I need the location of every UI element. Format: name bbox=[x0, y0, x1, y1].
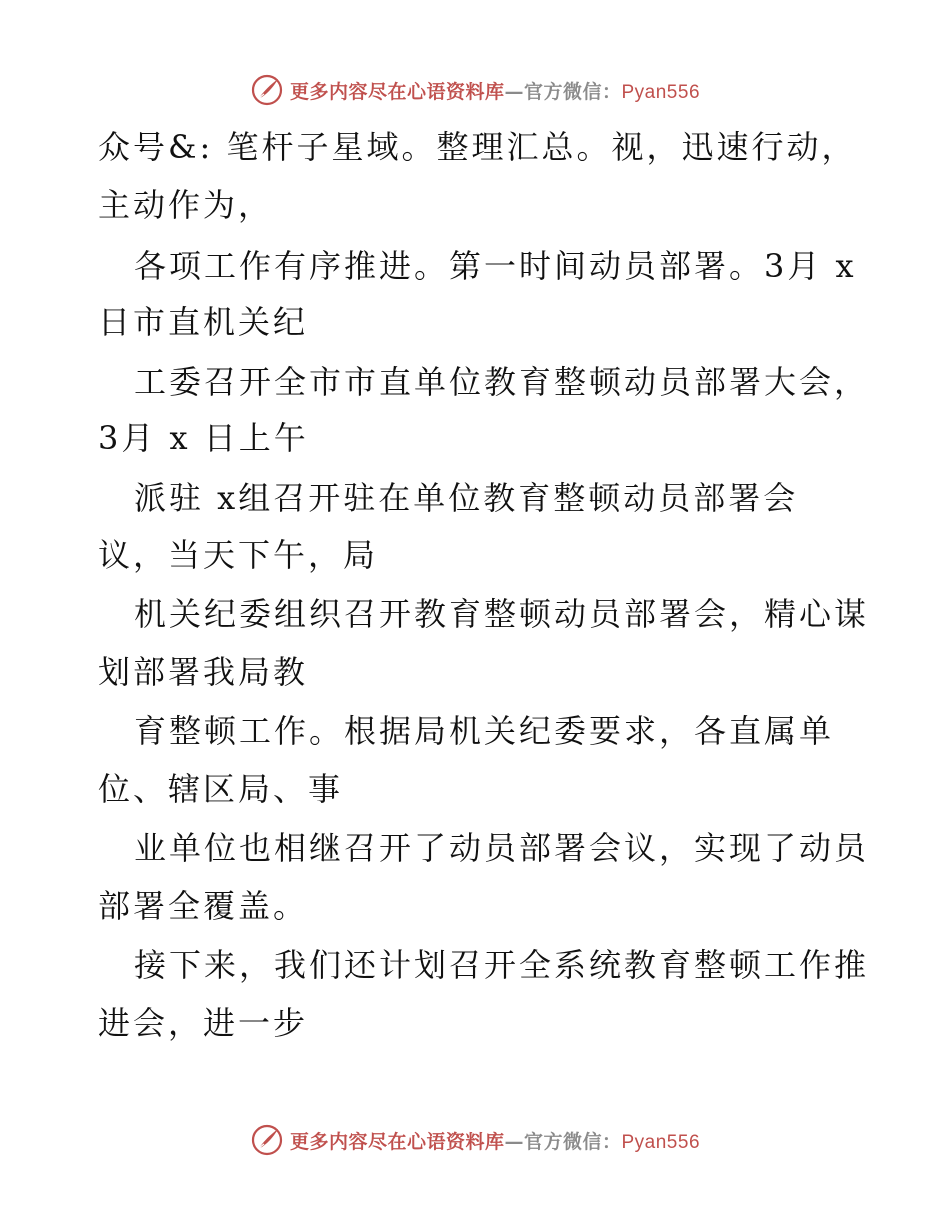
watermark-text bbox=[290, 77, 700, 104]
watermark-wechat-id: Pyan556 bbox=[621, 81, 701, 103]
body-line: 划部署我局教 bbox=[98, 653, 309, 691]
watermark-wechat-label: 官方微信： bbox=[523, 1130, 622, 1153]
body-line: 派驻 x组召开驻在单位教育整顿动员部署会 bbox=[134, 479, 799, 517]
body-line: 机关纪委组织召开教育整顿动员部署会，精心谋 bbox=[134, 595, 870, 633]
body-line: 工委召开全市市直单位教育整顿动员部署大会， bbox=[134, 363, 870, 401]
body-line: 日市直机关纪 bbox=[98, 303, 309, 341]
body-line: 接下来，我们还计划召开全系统教育整顿工作推 bbox=[134, 946, 870, 984]
quill-pen-icon bbox=[250, 73, 284, 107]
body-line: 议，当天下午，局 bbox=[98, 536, 379, 574]
footer-watermark bbox=[0, 1120, 950, 1160]
body-line: 育整顿工作。根据局机关纪委要求，各直属单 bbox=[134, 712, 835, 750]
watermark-dash: — bbox=[504, 1130, 524, 1153]
body-line: 众号&: 笔杆子星域。整理汇总。视，迅速行动， bbox=[98, 128, 857, 166]
quill-pen-icon bbox=[250, 1123, 284, 1157]
header-watermark bbox=[0, 70, 950, 110]
watermark-dash: — bbox=[504, 80, 524, 103]
body-line: 各项工作有序推进。第一时间动员部署。3月 x bbox=[134, 247, 857, 285]
watermark-wechat-id: Pyan556 bbox=[621, 1131, 701, 1153]
watermark-brand: 更多内容尽在心语资料库 bbox=[289, 80, 505, 103]
body-line: 位、辖区局、事 bbox=[98, 770, 344, 808]
body-line: 业单位也相继召开了动员部署会议，实现了动员 bbox=[134, 829, 870, 867]
body-line: 主动作为， bbox=[98, 186, 274, 224]
body-line: 3月 x 日上午 bbox=[98, 419, 309, 457]
watermark-brand: 更多内容尽在心语资料库 bbox=[289, 1130, 505, 1153]
body-line: 进会，进一步 bbox=[98, 1004, 309, 1042]
watermark-text bbox=[290, 1127, 700, 1154]
watermark-wechat-label: 官方微信： bbox=[523, 80, 622, 103]
body-line: 部署全覆盖。 bbox=[98, 887, 309, 925]
